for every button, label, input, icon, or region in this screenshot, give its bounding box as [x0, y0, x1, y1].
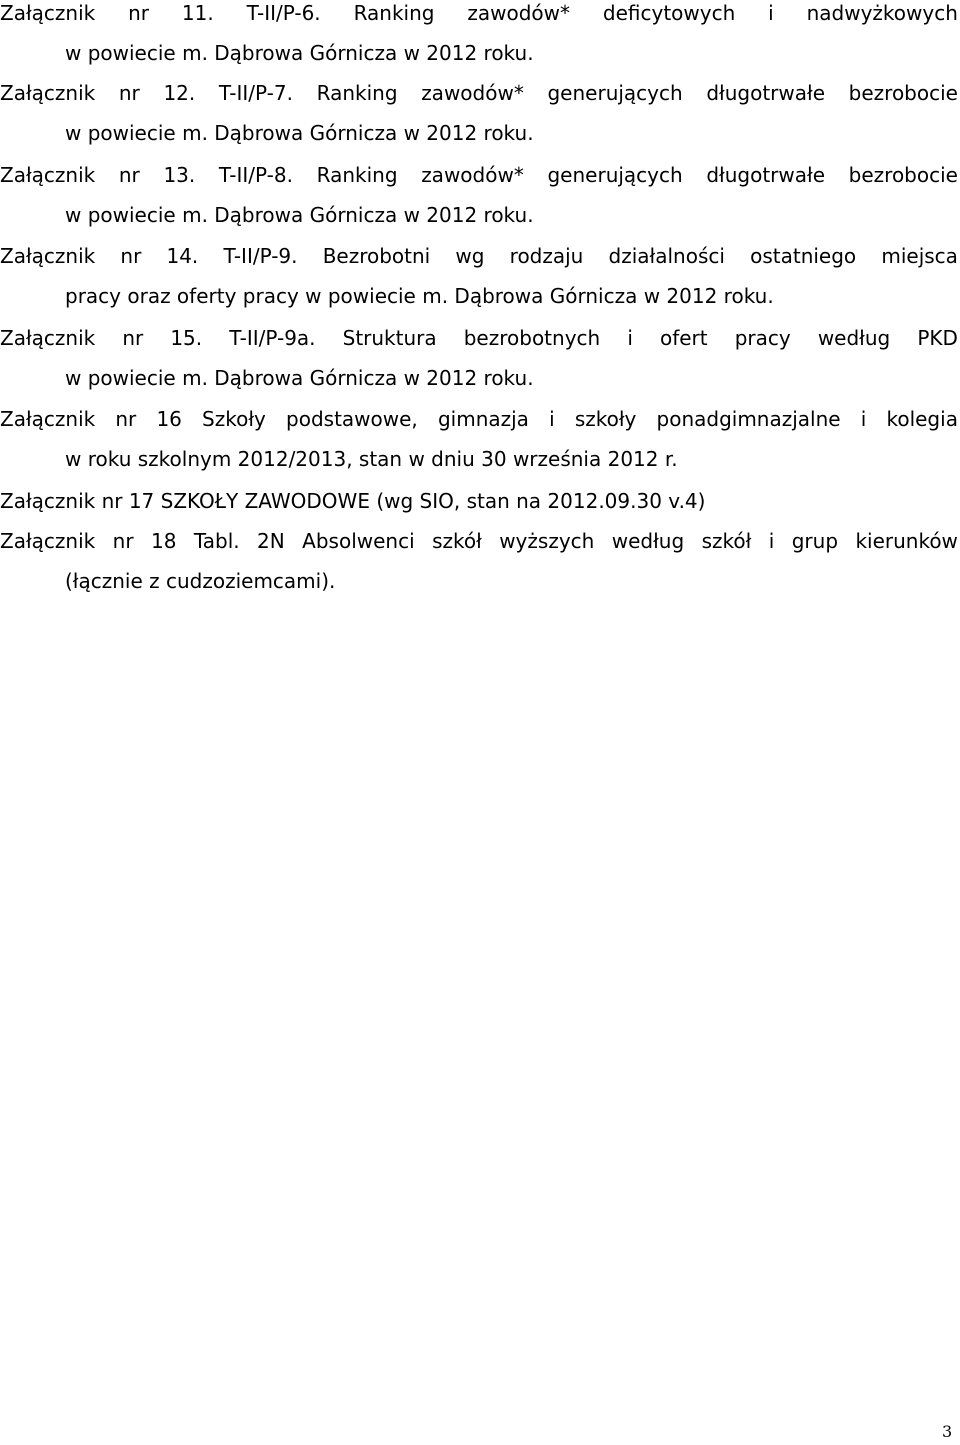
attachment-title-line: Załącznik nr 17 SZKOŁY ZAWODOWE (wg SIO, stan na 2012.09.30 v.4): [0, 489, 706, 513]
title-word: bezrobocie: [848, 163, 958, 187]
title-word: długotrwałe: [706, 163, 825, 187]
title-word: bezrobotnych: [463, 326, 601, 350]
title-word: szkół: [432, 529, 482, 553]
title-word: Struktura: [342, 326, 437, 350]
title-word: Ranking: [353, 1, 435, 25]
title-word: wg: [455, 244, 485, 268]
attachment-continuation-line: w powiecie m. Dąbrowa Górnicza w 2012 roku.: [65, 203, 534, 227]
title-word: i: [768, 529, 775, 553]
title-word: 12.: [163, 81, 196, 105]
attachment-title-line: [0, 0, 958, 26]
title-word: szkoły: [574, 407, 637, 431]
title-word: 13.: [163, 163, 196, 187]
attachment-title-line: [0, 80, 958, 106]
title-word: 15.: [170, 326, 203, 350]
title-word: bezrobocie: [848, 81, 958, 105]
title-word: grup: [791, 529, 839, 553]
title-word: Załącznik: [0, 1, 96, 25]
title-word: 2N: [257, 529, 285, 553]
title-word: Ranking: [316, 81, 398, 105]
title-word: Załącznik: [0, 529, 96, 553]
title-word: T-II/P-8.: [218, 163, 293, 187]
title-word: szkół: [701, 529, 752, 553]
title-word: według: [611, 529, 685, 553]
title-word: Załącznik: [0, 326, 96, 350]
attachment-title-line: [0, 162, 958, 188]
title-word: wyższych: [499, 529, 595, 553]
title-word: działalności: [608, 244, 725, 268]
title-word: Absolwenci: [302, 529, 415, 553]
title-word: nr: [122, 326, 144, 350]
title-word: ponadgimnazjalne: [656, 407, 841, 431]
title-word: nr: [120, 244, 142, 268]
attachment-title-line: [0, 406, 958, 432]
attachment-continuation-line: pracy oraz oferty pracy w powiecie m. Dąbrowa Górnicza w 2012 roku.: [65, 284, 774, 308]
title-word: T-II/P-6.: [246, 1, 321, 25]
title-word: nr: [112, 529, 134, 553]
title-word: Szkoły: [202, 407, 266, 431]
title-word: 18: [150, 529, 177, 553]
page-number: 3: [942, 1422, 953, 1441]
attachment-continuation-line: (łącznie z cudzoziemcami).: [65, 569, 336, 593]
title-word: gimnazja: [437, 407, 529, 431]
title-word: i: [768, 1, 774, 25]
title-word: Tabl.: [193, 529, 240, 553]
title-word: deficytowych: [602, 1, 736, 25]
title-word: Załącznik: [0, 81, 96, 105]
title-word: według: [817, 326, 891, 350]
title-word: nr: [115, 407, 137, 431]
attachment-title-line: [0, 528, 958, 554]
title-word: 16: [156, 407, 182, 431]
title-word: nadwyżkowych: [806, 1, 958, 25]
title-word: T-II/P-9a.: [229, 326, 316, 350]
title-word: i: [627, 326, 633, 350]
title-word: T-II/P-7.: [218, 81, 293, 105]
title-word: ostatniego: [750, 244, 857, 268]
title-word: nr: [128, 1, 150, 25]
attachment-title-line: [0, 243, 958, 269]
title-word: miejsca: [881, 244, 958, 268]
attachment-title-line: [0, 325, 958, 351]
title-word: Załącznik: [0, 244, 96, 268]
attachment-continuation-line: w powiecie m. Dąbrowa Górnicza w 2012 roku.: [65, 41, 534, 65]
title-word: Załącznik: [0, 407, 96, 431]
title-word: Bezrobotni: [322, 244, 431, 268]
attachment-continuation-line: w roku szkolnym 2012/2013, stan w dniu 30 września 2012 r.: [65, 447, 678, 471]
title-word: zawodów*: [421, 163, 524, 187]
title-word: 11.: [181, 1, 214, 25]
title-word: podstawowe,: [286, 407, 418, 431]
title-word: rodzaju: [509, 244, 584, 268]
title-word: długotrwałe: [706, 81, 825, 105]
attachment-continuation-line: w powiecie m. Dąbrowa Górnicza w 2012 roku.: [65, 366, 534, 390]
title-word: T-II/P-9.: [223, 244, 298, 268]
title-word: i: [549, 407, 555, 431]
title-word: nr: [118, 81, 140, 105]
title-word: zawodów*: [421, 81, 524, 105]
title-word: Załącznik: [0, 163, 96, 187]
title-word: kierunków: [855, 529, 958, 553]
title-word: pracy: [734, 326, 791, 350]
title-word: PKD: [917, 326, 958, 350]
title-word: ofert: [659, 326, 708, 350]
title-word: generujących: [547, 81, 683, 105]
title-word: i: [860, 407, 867, 431]
title-word: nr: [118, 163, 140, 187]
title-word: Ranking: [316, 163, 398, 187]
title-word: 14.: [166, 244, 199, 268]
title-word: generujących: [547, 163, 683, 187]
title-word: kolegia: [886, 407, 958, 431]
title-word: zawodów*: [467, 1, 570, 25]
attachment-continuation-line: w powiecie m. Dąbrowa Górnicza w 2012 roku.: [65, 121, 534, 145]
